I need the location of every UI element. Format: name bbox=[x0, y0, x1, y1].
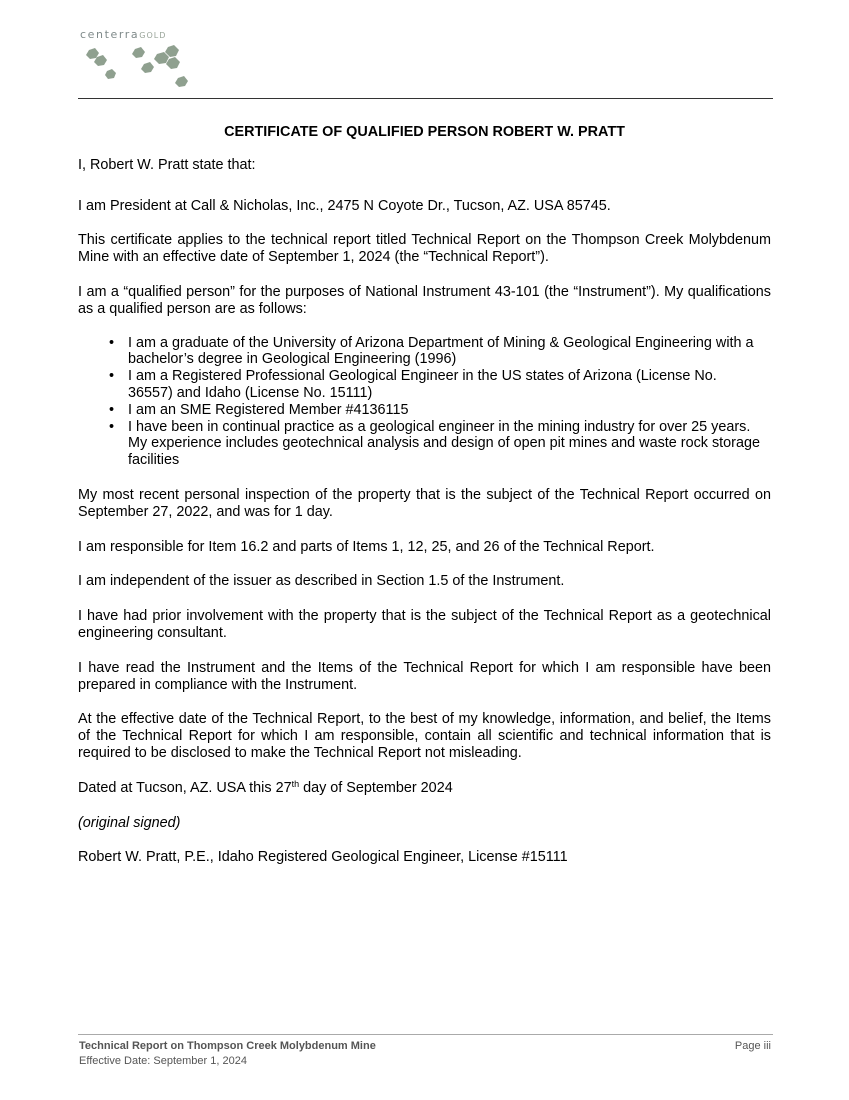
signature-line: Robert W. Pratt, P.E., Idaho Registered Geological Engineer, License #15111 bbox=[78, 849, 568, 866]
page-title: CERTIFICATE OF QUALIFIED PERSON ROBERT W. PRATT bbox=[224, 124, 625, 140]
list-item: • I am an SME Registered Member #4136115 bbox=[128, 402, 764, 419]
signed-note: (original signed) bbox=[78, 814, 181, 831]
logo-hex bbox=[175, 76, 188, 87]
list-item: • I am a graduate of the University of Arizona Department of Mining & Geological Engineering with a bachelor’s degree in Geological Engineering (1996) bbox=[128, 335, 764, 369]
dated-prefix: Dated at Tucson, AZ. USA this 27 bbox=[78, 779, 292, 796]
logo-brand-main: centerra bbox=[80, 28, 140, 41]
hexagon-cluster-icon bbox=[80, 44, 200, 94]
logo-brand-sub: GOLD bbox=[139, 31, 167, 40]
page-number: Page iii bbox=[734, 1040, 771, 1052]
independence-paragraph: I am independent of the issuer as described in Section 1.5 of the Instrument. bbox=[78, 573, 565, 590]
logo-hex bbox=[132, 47, 145, 58]
compliance-paragraph: I have read the Instrument and the Items of the Technical Report for which I am responsible have been prepared in compliance with the Instrument. bbox=[78, 659, 771, 693]
footer-report-info bbox=[79, 1039, 376, 1069]
logo-hex bbox=[141, 62, 154, 73]
intro-line: I, Robert W. Pratt state that: bbox=[78, 156, 256, 173]
footer-divider bbox=[78, 1034, 773, 1035]
footer-report-title: Technical Report on Thompson Creek Molybdenum Mine bbox=[79, 1040, 376, 1052]
dated-line bbox=[78, 780, 771, 797]
logo-hex bbox=[105, 69, 116, 79]
list-item: • I am a Registered Professional Geological Engineer in the US states of Arizona (License No. 36557) and Idaho (License No. 15111) bbox=[128, 368, 764, 402]
header-divider bbox=[78, 98, 773, 99]
position-paragraph: I am President at Call & Nicholas, Inc., 2475 N Coyote Dr., Tucson, AZ. USA 85745. bbox=[78, 197, 611, 214]
involvement-paragraph: I have had prior involvement with the property that is the subject of the Technical Report as a geotechnical engineering consultant. bbox=[78, 608, 771, 641]
logo-hex bbox=[154, 52, 169, 64]
belief-paragraph: At the effective date of the Technical Report, to the best of my knowledge, information, and belief, the Items of the Technical Report for which I am responsible, contain all scientific and technical information that is required to be disclosed to make the Technical Report not misleading. bbox=[78, 711, 771, 761]
applies-paragraph: This certificate applies to the technical report titled Technical Report on the Thompson Creek Molybdenum Mine with an effective date of September 1, 2024 (the “Technical Report”). bbox=[78, 232, 771, 266]
logo-wordmark bbox=[80, 28, 166, 43]
inspection-paragraph: My most recent personal inspection of the property that is the subject of the Technical Report occurred on September 27, 2022, and was for 1 day. bbox=[78, 486, 771, 520]
qualified-person-paragraph: I am a “qualified person” for the purposes of National Instrument 43-101 (the “Instrument”). My qualifications as a qualified person are as follows: bbox=[78, 283, 771, 317]
logo-hex bbox=[166, 57, 180, 69]
qualifications-list bbox=[78, 335, 771, 469]
list-item: • I have been in continual practice as a geological engineer in the mining industry for over 25 years. My experience includes geotechnical analysis and design of open pit mines and waste rock storage facilities bbox=[128, 419, 764, 469]
company-logo bbox=[80, 28, 200, 94]
dated-ordinal-suffix: th bbox=[291, 778, 300, 789]
footer-effective-date: Effective Date: September 1, 2024 bbox=[79, 1055, 247, 1067]
dated-suffix: day of September 2024 bbox=[299, 779, 453, 796]
responsibility-paragraph: I am responsible for Item 16.2 and parts of Items 1, 12, 25, and 26 of the Technical Report. bbox=[78, 538, 655, 555]
certificate-body bbox=[78, 124, 771, 866]
